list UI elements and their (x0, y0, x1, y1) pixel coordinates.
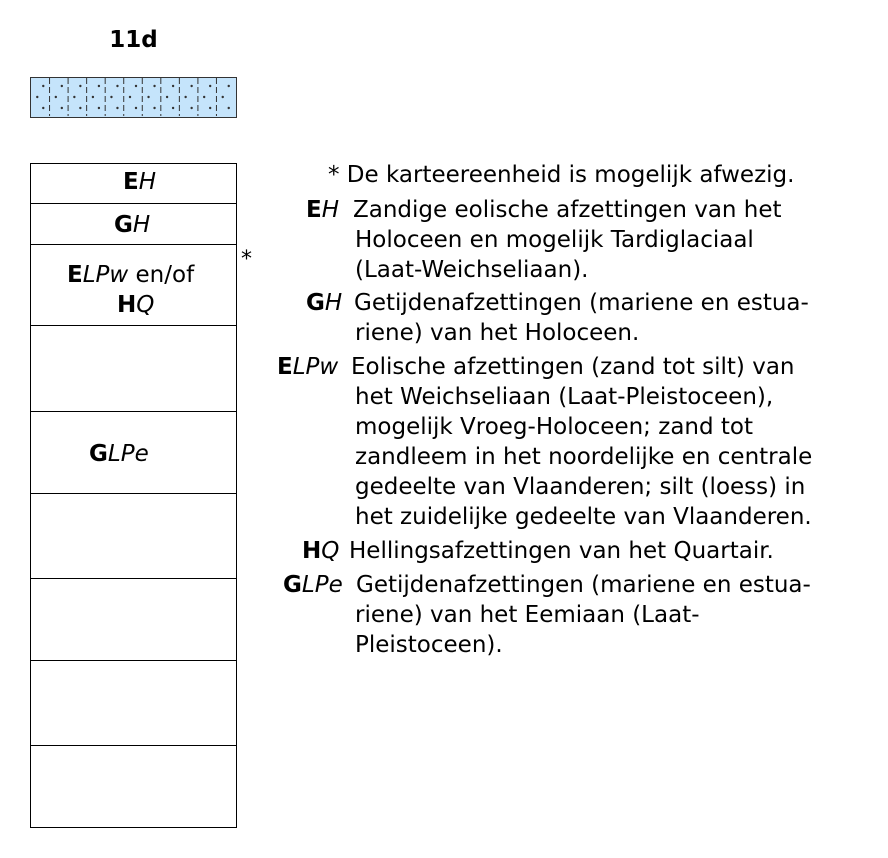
pattern-dot (228, 85, 230, 87)
pattern-dot (135, 85, 137, 87)
pattern-dot (153, 85, 155, 87)
pattern-dot (209, 107, 211, 109)
pattern-dot (98, 107, 100, 109)
layer-boundary (31, 578, 236, 579)
legend-text: Hellingsafzettingen van het Quartair. (349, 538, 774, 564)
unit-label-GLPe: GLPe (89, 441, 149, 467)
legend-text: Getijdenafzettingen (mariene en estua- (354, 290, 809, 316)
legend-text: Eolische afzettingen (zand tot silt) van (351, 354, 795, 380)
legend-note: * De karteereenheid is mogelijk afwezig. (328, 162, 795, 188)
unit-label-EH: EH (123, 169, 157, 195)
legend-text: zandleem in het noordelijke en centrale (355, 444, 813, 470)
legend-text: het Weichseliaan (Laat-Pleistoceen), (355, 384, 774, 410)
legend-text: riene) van het Holoceen. (355, 320, 640, 346)
pattern-dot (116, 107, 118, 109)
pattern-dot (98, 85, 100, 87)
legend-code-ELPw: ELPw (277, 354, 339, 380)
layer-boundary (31, 493, 236, 494)
pattern-dot (147, 96, 149, 98)
pattern-dot (135, 107, 137, 109)
pattern-dot (222, 96, 224, 98)
legend-text: Getijdenafzettingen (mariene en estua- (356, 572, 811, 598)
pattern-dot (79, 85, 81, 87)
layer-boundary (31, 244, 236, 245)
layer-boundary (31, 325, 236, 326)
legend-text: Pleistoceen). (355, 632, 503, 658)
pattern-dot (55, 96, 57, 98)
pattern-dot (42, 85, 44, 87)
pattern-dot (73, 96, 75, 98)
pattern-dot (92, 96, 94, 98)
pattern-dot (190, 85, 192, 87)
pattern-dot (184, 96, 186, 98)
legend-code-EH: EH (306, 197, 340, 223)
pattern-dot (116, 85, 118, 87)
pattern-dot (61, 85, 63, 87)
pattern-dot (110, 96, 112, 98)
legend-text: Zandige eolische afzettingen van het (353, 197, 782, 223)
layer-boundary (31, 411, 236, 412)
legend-code-GLPe: GLPe (283, 572, 343, 598)
layer-boundary (31, 745, 236, 746)
unit-label-GH: GH (114, 212, 151, 238)
pattern-dot (153, 107, 155, 109)
pattern-dot (209, 85, 211, 87)
pattern-dot (129, 96, 131, 98)
legend-text: riene) van het Eemiaan (Laat- (355, 602, 700, 628)
pattern-dot (36, 96, 38, 98)
legend-text: Holoceen en mogelijk Tardiglaciaal (355, 227, 754, 253)
legend-text: het zuidelijke gedeelte van Vlaanderen. (355, 504, 812, 530)
pattern-dot (203, 96, 205, 98)
legend-text: gedeelte van Vlaanderen; silt (loess) in (355, 474, 806, 500)
pattern-dot (61, 107, 63, 109)
layer-boundary (31, 660, 236, 661)
lithology-pattern-swatch (30, 77, 237, 118)
pattern-dot (228, 107, 230, 109)
unit-label-ELPw: ELPw en/of (67, 262, 195, 288)
stratigraphic-column (30, 163, 237, 828)
layer-boundary (31, 203, 236, 204)
sand-pattern-graphic (31, 78, 235, 116)
profile-title: 11d (109, 27, 158, 53)
legend-code-HQ: HQ (302, 538, 340, 564)
pattern-dot (172, 85, 174, 87)
pattern-dot (166, 96, 168, 98)
pattern-dot (79, 107, 81, 109)
absence-marker: * (241, 247, 252, 272)
pattern-dot (190, 107, 192, 109)
legend-text: mogelijk Vroeg-Holoceen; zand tot (355, 414, 754, 440)
legend-text: (Laat-Weichseliaan). (355, 257, 589, 283)
pattern-dot (42, 107, 44, 109)
unit-label-HQ: HQ (117, 292, 155, 318)
legend-code-GH: GH (306, 290, 343, 316)
pattern-dot (172, 107, 174, 109)
